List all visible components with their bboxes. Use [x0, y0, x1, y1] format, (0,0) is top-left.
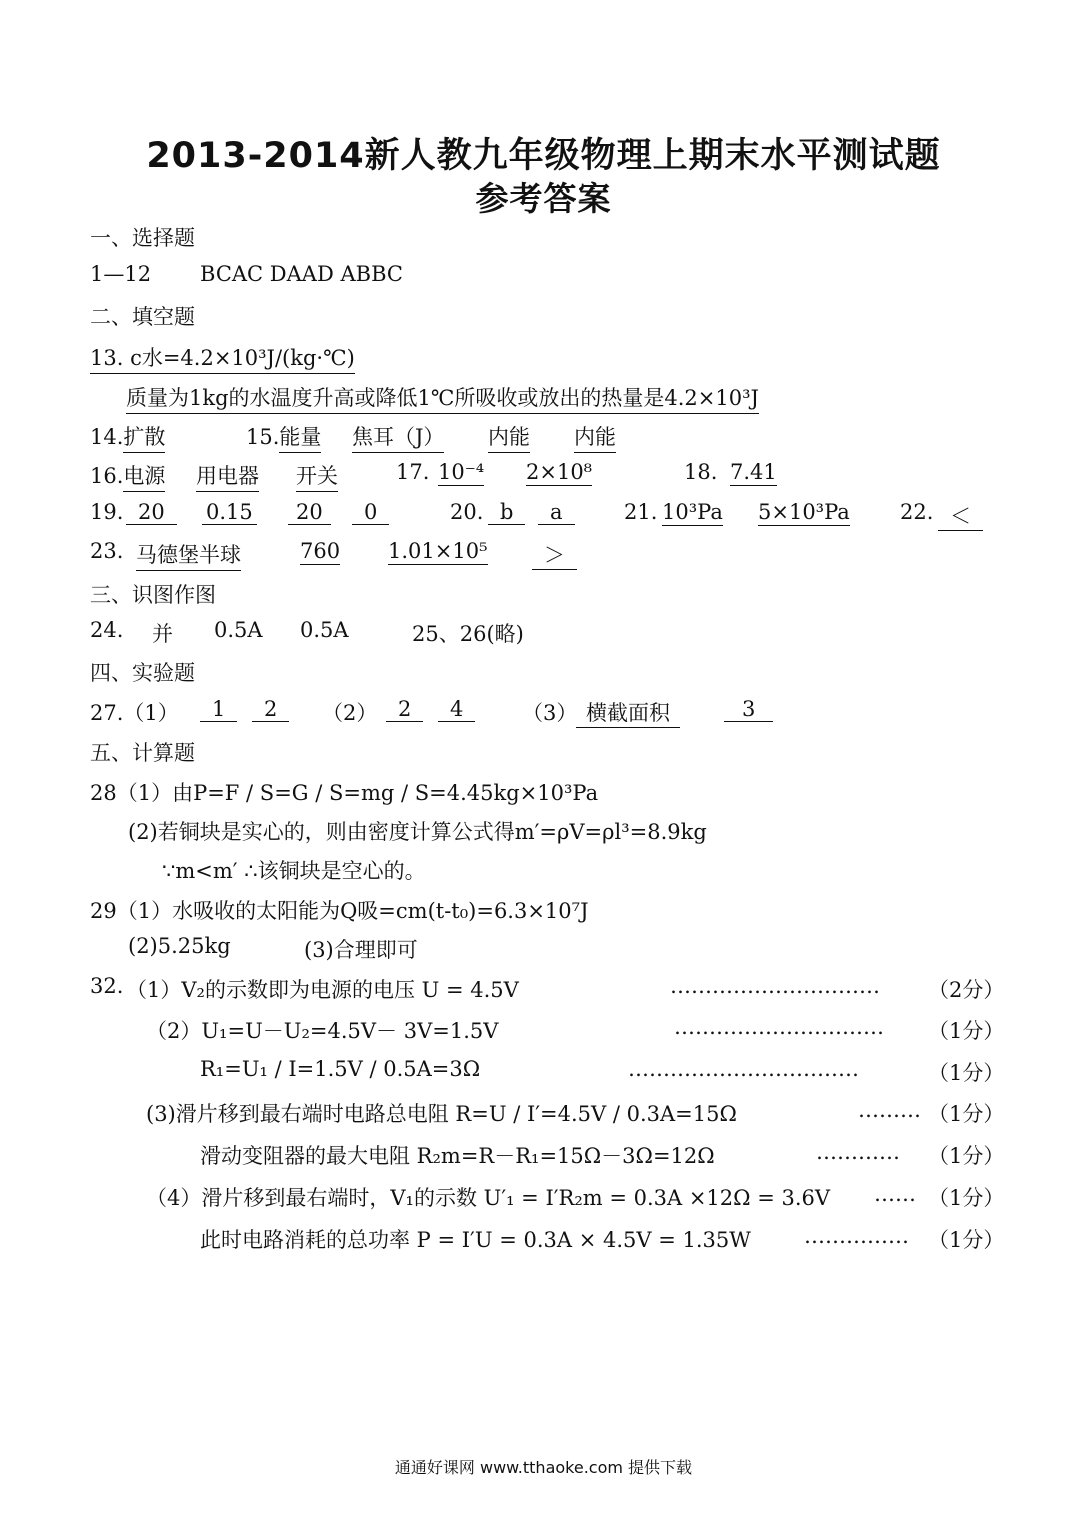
q32-step7: 此时电路消耗的总功率 P = I′U = 0.3A × 4.5V = 1.35W: [200, 1228, 751, 1252]
section-heading-experiment: 四、实验题: [90, 661, 195, 685]
section-heading-calculation: 五、计算题: [90, 741, 195, 765]
q32-line2: [146, 1015, 1005, 1045]
q32-dots7: ……………: [804, 1224, 909, 1248]
q27-part2-label: （2）: [322, 701, 378, 725]
q14-answer: 扩散: [123, 421, 165, 453]
q32-line1: [90, 974, 1005, 1002]
page-subtitle: 参考答案: [475, 179, 612, 218]
q27-answer-b: 2: [252, 697, 289, 722]
q13-line2: [126, 382, 759, 414]
q24-answer-c: 0.5A: [300, 618, 349, 642]
q23-answer-b: 760: [300, 539, 341, 563]
q32-dots2: …………………………: [674, 1015, 884, 1039]
q16-answer-c: 开关: [296, 460, 338, 492]
q29-parts-2-3: [128, 934, 418, 962]
q32-score3: （1分）: [928, 1061, 1005, 1085]
q32-line4: [146, 1098, 1005, 1128]
q23-row: [90, 539, 565, 567]
q32-step2: （2）U₁=U－U₂=4.5V－ 3V=1.5V: [146, 1019, 499, 1043]
choice-answers: BCAC DAAD ABBC: [200, 262, 403, 286]
q32-score2: （1分）: [928, 1019, 1005, 1043]
q23-answer-c: 1.01×10⁵: [388, 539, 488, 563]
q32-score5: （1分）: [928, 1144, 1005, 1168]
q13-answer-meaning: 质量为1kg的水温度升高或降低1℃所吸收或放出的热量是4.2×10³J: [126, 382, 759, 414]
q32-dots1: …………………………: [670, 974, 880, 998]
q32-score6: （1分）: [928, 1186, 1005, 1210]
q17-answer-b: 2×10⁸: [526, 460, 593, 484]
q24-row: [90, 618, 524, 646]
q19-answer-b: 0.15: [202, 500, 257, 525]
q29-part2: (2)5.25kg: [128, 934, 231, 958]
q19-answer-c: 20: [288, 500, 331, 525]
q15-answer-a: 能量: [279, 421, 321, 453]
q15-answer-b: 焦耳（J）: [352, 421, 444, 453]
q29-part1: 29（1）水吸收的太阳能为Q吸=cm(t-t₀)=6.3×10⁷J: [90, 899, 589, 923]
q23-answer-d: ＞: [532, 539, 577, 570]
q22-number: 22.: [900, 500, 934, 524]
q17-answer-a: 10⁻⁴: [438, 460, 485, 484]
q27-row: [90, 697, 756, 727]
q27-answer-c: 2: [386, 697, 423, 722]
q27-answer-f: 3: [724, 697, 773, 722]
q29-part3: (3)合理即可: [304, 938, 418, 962]
q20-answer-a: b: [488, 500, 525, 525]
q18-number: 18.: [684, 460, 718, 484]
q20-number: 20.: [450, 500, 484, 524]
q32-line3: [200, 1057, 1005, 1085]
section-heading-diagram: 三、识图作图: [90, 583, 216, 607]
q32-line6: [146, 1182, 1005, 1212]
q25-26-note: 25、26(略): [412, 622, 524, 646]
q32-dots5: …………: [816, 1140, 900, 1164]
q16-answer-b: 用电器: [196, 460, 259, 492]
q24-answer-a: 并: [152, 622, 173, 646]
q32-line5: [200, 1140, 1005, 1170]
q27-part3-label: （3）: [522, 701, 578, 725]
q19-22-row: [90, 500, 971, 528]
q32-dots6: ……: [874, 1182, 916, 1206]
q21-number: 21.: [624, 500, 658, 524]
q27-number: 27.（1）: [90, 701, 179, 725]
q32-score1: （2分）: [928, 978, 1005, 1002]
section-heading-fill: 二、填空题: [90, 305, 195, 329]
q19-answer-a: 20: [126, 500, 177, 525]
q32-score7: （1分）: [928, 1228, 1005, 1252]
q21-answer-b: 5×10³Pa: [758, 500, 850, 524]
q32-score4: （1分）: [928, 1102, 1005, 1126]
section-heading-choice: 一、选择题: [90, 226, 195, 250]
q24-number: 24.: [90, 618, 124, 642]
q32-step4: (3)滑片移到最右端时电路总电阻 R=U / I′=4.5V / 0.3A=15Ω: [146, 1102, 737, 1126]
page-title: 2013-2014新人教九年级物理上期末水平测试题: [146, 136, 941, 176]
q13-answer-formula: 13. c水=4.2×10³J/(kg·℃): [90, 342, 355, 374]
q15-number: 15.: [246, 425, 280, 449]
q32-step5: 滑动变阻器的最大电阻 R₂m=R－R₁=15Ω－3Ω=12Ω: [200, 1144, 715, 1168]
q19-answer-d: 0: [352, 500, 389, 525]
q27-answer-e: 横截面积: [576, 697, 680, 728]
q16-number: 16.: [90, 464, 124, 488]
q24-answer-b: 0.5A: [214, 618, 263, 642]
q22-answer: ＜: [938, 500, 983, 531]
q13-line1: [90, 342, 355, 374]
choice-range: 1—12: [90, 262, 152, 286]
q23-number: 23.: [90, 539, 124, 563]
q32-dots3: ……………………………: [628, 1057, 859, 1081]
q15-answer-d: 内能: [574, 421, 616, 453]
q32-dots4: ………: [858, 1098, 921, 1122]
q28-part1: 28（1）由P=F / S=G / S=mg / S=4.45kg×10³Pa: [90, 781, 599, 805]
q16-18-row: [90, 460, 777, 492]
q21-answer-a: 10³Pa: [662, 500, 723, 524]
q32-number: 32.: [90, 974, 124, 998]
q17-number: 17.: [396, 460, 430, 484]
q32-step6: （4）滑片移到最右端时，V₁的示数 U′₁ = I′R₂m = 0.3A ×12Ω = 3.6V: [146, 1186, 831, 1210]
q32-step3: R₁=U₁ / I=1.5V / 0.5A=3Ω: [200, 1057, 481, 1081]
q27-answer-a: 1: [200, 697, 237, 722]
q28-conclusion: ∵m<m′ ∴该铜块是空心的。: [162, 859, 426, 883]
q18-answer: 7.41: [730, 460, 777, 484]
q32-line7: [200, 1224, 1005, 1254]
q32-step1: （1）V₂的示数即为电源的电压 U = 4.5V: [126, 978, 519, 1002]
q19-number: 19.: [90, 500, 124, 524]
q23-answer-a: 马德堡半球: [136, 539, 241, 571]
footer-source: 通通好课网 www.tthaoke.com 提供下载: [394, 1458, 693, 1477]
q14-number: 14.: [90, 425, 124, 449]
q16-answer-a: 电源: [123, 460, 165, 492]
q15-answer-c: 内能: [488, 421, 530, 453]
q14-15-row: [90, 421, 616, 453]
choice-answers-row: [90, 262, 403, 286]
q28-part2: (2)若铜块是实心的，则由密度计算公式得m′=ρV=ρl³=8.9kg: [128, 820, 707, 844]
q20-answer-b: a: [538, 500, 575, 525]
q27-answer-d: 4: [438, 697, 475, 722]
